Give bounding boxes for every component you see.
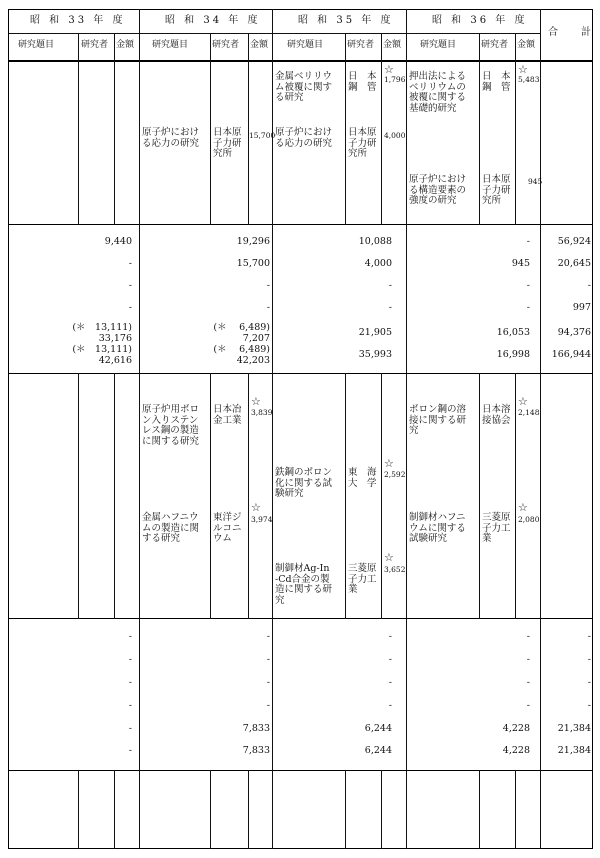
s1-fy36-amount3: 945: [528, 177, 543, 186]
subheader-fy36-researcher: 研究者: [481, 40, 509, 50]
sum2-fy36-r5: 4,228: [502, 723, 530, 734]
subheader-fy35-researcher: 研究者: [347, 40, 375, 50]
sum1-fy35-r4: -: [388, 302, 392, 313]
sum1-fy33-r1: 9,440: [104, 236, 132, 247]
sum1-fy35-r2: 4,000: [364, 258, 392, 269]
sum1-fy33-r3: -: [128, 280, 132, 291]
subheader-fy33-researcher: 研究者: [81, 40, 109, 50]
header-total: 合 計: [548, 27, 592, 38]
subheader-fy34-topic: 研究題目: [152, 40, 189, 50]
s1-fy34-topic2: 原子炉におけ る応力の研究: [142, 127, 200, 149]
sum2-total-r6: 21,384: [557, 745, 591, 756]
sum1-fy36-r6: 16,998: [496, 349, 530, 360]
s2-fy34-star2: ☆: [251, 501, 261, 514]
subheader-fy35-amount: 金額: [383, 40, 402, 50]
header-fy34: 昭 和 34 年 度: [165, 15, 261, 26]
s2-fy34-amount2: 3,974: [251, 515, 273, 524]
s1-fy35-topic2: 原子炉におけ る応力の研究: [275, 127, 333, 149]
header-fy35: 昭 和 35 年 度: [298, 15, 394, 26]
s2-fy34-topic1: 原子炉用ボロ ン入りステン レス鋼の製造 に関する研究: [142, 404, 200, 447]
s2-fy35-researcher2: 三菱原 子力工 業: [348, 563, 377, 596]
s1-fy35-amount1: 1,796: [384, 75, 406, 84]
sum1-fy34-r2: 15,700: [236, 258, 270, 269]
sum1-fy34-r1: 19,296: [236, 236, 270, 247]
s2-fy35-topic1: 鉄鋼のボロン 化に関する試 験研究: [275, 467, 333, 500]
subheader-fy33-topic: 研究題目: [18, 40, 55, 50]
s1-fy36-star1: ☆: [518, 63, 528, 76]
sum1-fy36-r2: 945: [511, 258, 530, 269]
sum1-fy34-r4: -: [266, 302, 270, 313]
sum2-total-r5: 21,384: [557, 723, 591, 734]
subheader-fy35-topic: 研究題目: [287, 40, 324, 50]
s1-fy36-researcher1: 日 本 鋼 管: [482, 71, 511, 93]
sum1-fy33-r5: (＊ 13,111) 33,176: [72, 322, 132, 344]
subheader-fy36-topic: 研究題目: [420, 40, 457, 50]
sum2-total-r2: -: [587, 654, 591, 665]
sum1-fy36-r5: 16,053: [496, 327, 530, 338]
sum2-fy35-r6: 6,244: [364, 745, 392, 756]
s1-fy36-topic3: 原子炉におけ る構造要素の 強度の研究: [409, 174, 467, 207]
sum2-fy35-r4: -: [388, 700, 392, 711]
subheader-fy34-amount: 金額: [250, 40, 269, 50]
sum2-fy36-r3: -: [526, 677, 530, 688]
s2-fy34-researcher2: 東洋ジ ルコニ ウム: [213, 512, 242, 545]
sum1-fy35-r3: -: [388, 280, 392, 291]
sum1-total-r6: 166,944: [551, 349, 591, 360]
s1-fy35-amount2: 4,000: [384, 131, 406, 140]
s2-fy36-topic1: ボロン鋼の溶 接に関する研 究: [409, 404, 467, 437]
sum2-total-r4: -: [587, 700, 591, 711]
sum1-fy35-r5: 21,905: [358, 327, 392, 338]
sum2-fy34-r5: 7,833: [242, 723, 270, 734]
s2-fy35-researcher1: 東 海 大 学: [348, 467, 377, 489]
s1-fy35-researcher2: 日本原 子力研 究所: [348, 127, 377, 160]
s1-fy35-researcher1: 日 本 鋼 管: [348, 71, 377, 93]
s2-fy36-amount1: 2,148: [518, 408, 540, 417]
sum2-fy35-r1: -: [388, 631, 392, 642]
sum2-fy36-r6: 4,228: [502, 745, 530, 756]
sum1-total-r4: 997: [572, 302, 591, 313]
sum2-fy33-r3: -: [128, 677, 132, 688]
sum1-total-r5: 94,376: [557, 327, 591, 338]
sum1-total-r2: 20,645: [557, 258, 591, 269]
s2-fy35-topic2: 制御材Ag-In -Cd合金の製 造に関する研 究: [275, 563, 333, 606]
s2-fy35-star1: ☆: [384, 457, 394, 470]
sum1-fy36-r1: -: [526, 236, 530, 247]
s2-fy36-star1: ☆: [518, 395, 528, 408]
sum2-fy35-r2: -: [388, 654, 392, 665]
s2-fy36-topic2: 制御材ハフニ ウムに関する 試験研究: [409, 512, 466, 545]
s2-fy36-researcher2: 三菱原 子力工 業: [482, 512, 511, 545]
s2-fy35-star2: ☆: [384, 551, 394, 564]
s2-fy34-researcher1: 日本冶 金工業: [213, 404, 242, 426]
sum2-fy33-r6: -: [128, 745, 132, 756]
s1-fy35-topic1: 金属ベリリウ ム被覆に関す る研究: [275, 71, 333, 104]
s2-fy34-topic2: 金属ハフニウ ムの製造に関 する研究: [142, 512, 200, 545]
sum2-total-r1: -: [587, 631, 591, 642]
sum2-fy33-r4: -: [128, 700, 132, 711]
s2-fy36-amount2: 2,080: [518, 515, 540, 524]
sum1-fy33-r2: -: [128, 258, 132, 269]
subheader-fy36-amount: 金額: [517, 40, 536, 50]
sum2-fy35-r3: -: [388, 677, 392, 688]
s1-fy36-topic1: 押出法による ベリリウムの 被覆に関する 基礎的研究: [409, 71, 467, 114]
sum1-fy35-r1: 10,088: [358, 236, 392, 247]
header-fy36: 昭 和 36 年 度: [432, 15, 528, 26]
s1-fy36-amount1: 5,483: [518, 75, 540, 84]
subheader-fy33-amount: 金額: [116, 40, 135, 50]
sum2-fy33-r5: -: [128, 723, 132, 734]
sum1-fy35-r6: 35,993: [358, 349, 392, 360]
sum2-fy33-r1: -: [128, 631, 132, 642]
sum2-total-r3: -: [587, 677, 591, 688]
s1-fy36-researcher3: 日本原 子力研 究所: [482, 174, 511, 207]
sum2-fy36-r1: -: [526, 631, 530, 642]
sum2-fy34-r4: -: [266, 700, 270, 711]
s1-fy35-star1: ☆: [384, 63, 394, 76]
sum1-fy33-r6: (＊ 13,111) 42,616: [72, 344, 132, 366]
subheader-fy34-researcher: 研究者: [212, 40, 240, 50]
s2-fy34-star1: ☆: [251, 395, 261, 408]
sum2-fy34-r3: -: [266, 677, 270, 688]
sum1-fy33-r4: -: [128, 302, 132, 313]
sum2-fy34-r6: 7,833: [242, 745, 270, 756]
s2-fy36-researcher1: 日本溶 接協会: [482, 404, 511, 426]
s2-fy34-amount1: 3,839: [251, 408, 273, 417]
sum1-fy34-r3: -: [266, 280, 270, 291]
sum2-fy34-r2: -: [266, 654, 270, 665]
sum1-fy36-r3: -: [526, 280, 530, 291]
s2-fy35-amount1: 2,592: [384, 470, 406, 479]
sum1-fy34-r5: (＊ 6,489) 7,207: [213, 322, 270, 344]
sum2-fy35-r5: 6,244: [364, 723, 392, 734]
sum1-total-r1: 56,924: [557, 236, 591, 247]
s1-fy34-amount2: 15,700: [249, 131, 276, 140]
s2-fy36-star2: ☆: [518, 501, 528, 514]
s1-fy34-researcher2: 日本原 子力研 究所: [213, 127, 242, 160]
sum2-fy36-r2: -: [526, 654, 530, 665]
header-fy33: 昭 和 33 年 度: [30, 15, 126, 26]
sum1-fy36-r4: -: [526, 302, 530, 313]
sum1-fy34-r6: (＊ 6,489) 42,203: [213, 344, 270, 366]
sum2-fy36-r4: -: [526, 700, 530, 711]
sum2-fy34-r1: -: [266, 631, 270, 642]
sum1-total-r3: -: [587, 280, 591, 291]
sum2-fy33-r2: -: [128, 654, 132, 665]
s2-fy35-amount2: 3,652: [384, 565, 406, 574]
